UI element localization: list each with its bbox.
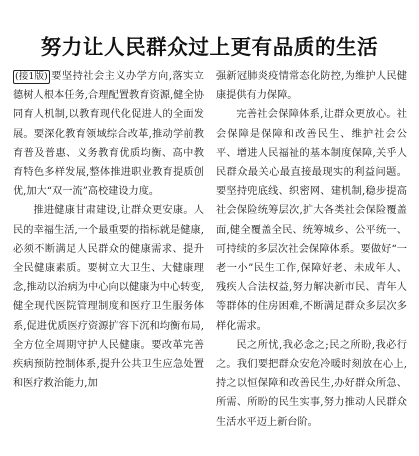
left-paragraph-1-text: 要坚持社会主义办学方向,落实立德树人根本任务,合理配置教育资源,健全协同育人机制,以教育现代化促进人的全面发展。要深化教育领域综合改革,推动学前教育普及普惠、义务教育优质均衡、高中教育特色多样发展,整体推进职业教育提质创优,加大“双一流”高校建设力度。 — [13, 71, 204, 198]
left-column — [13, 67, 204, 393]
right-paragraph-2: 完善社会保障体系,让群众更放心。社会保障是保障和改善民生、维护社会公平、增进人民福祉的基本制度保障,关乎人民群众最关心最直接最现实的利益问题。要坚持兜底线、织密网、建机制,稳步提高社会保险统筹层次,扩大各类社会保险覆盖面,健全覆盖全民、统筹城乡、公平统一、可持续的多层次社会保障体系。要做好“一老一小”民生工作,保障好老、未成年人、残疾人合法权益,努力解决新市民、青年人等群体的住房困难,不断满足群众多层次多样化需求。 — [216, 109, 407, 332]
right-paragraph-1: 强新冠肺炎疫情常态化防控,为维护人民健康提供有力保障。 — [216, 71, 407, 102]
headline: 努力让人民群众过上更有品质的生活 — [40, 35, 379, 59]
continuation-tag: (接1版) — [15, 71, 48, 82]
right-paragraph-3: 民之所忧,我必念之;民之所盼,我必行之。我们要把群众安危冷暖时刻放在心上,持之以恒保障和改善民生,办好群众所急、所需、所盼的民生实事,努力推动人民群众生活水平迈上新台阶。 — [216, 339, 407, 428]
left-paragraph-2: 推进健康甘肃建设,让群众更安康。人民的幸福生活,一个最重要的指标就是健康,必须不断满足人民群众的健康需求、提升全民健康素质。要树立大卫生、大健康理念,推动以治病为中心向以健康为中心转变,健全现代医院管理制度和医疗卫生服务体系,促进优质医疗资源扩容下沉和均衡布局,全方位全周期守护人民健康。要改革完善疾病预防控制体系,提升公共卫生应急处置和医疗救治能力,加 — [13, 205, 204, 390]
left-paragraph-1 — [13, 67, 204, 201]
right-column — [216, 67, 407, 432]
